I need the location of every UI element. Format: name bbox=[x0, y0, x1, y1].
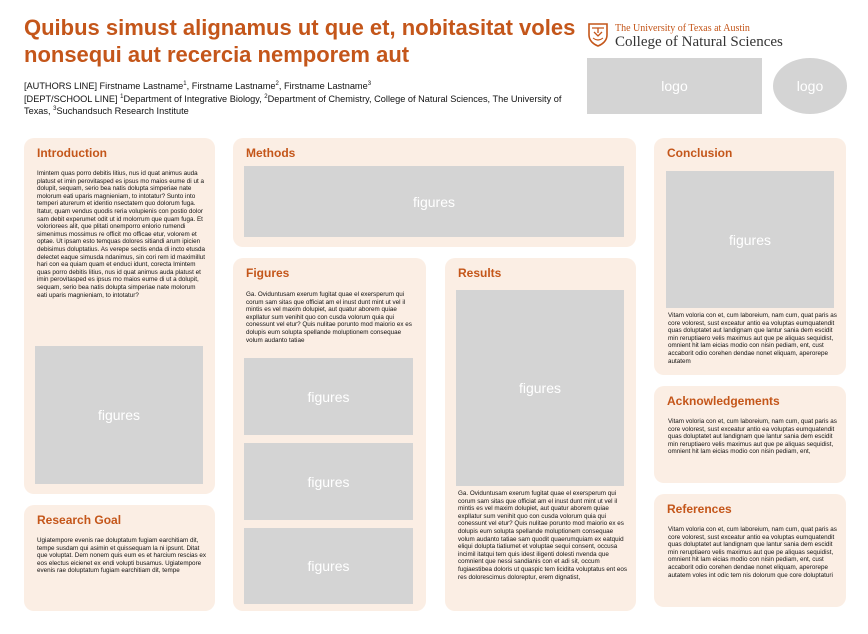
conclusion-heading: Conclusion bbox=[667, 146, 733, 160]
results-panel bbox=[445, 258, 636, 611]
figures-heading: Figures bbox=[246, 266, 290, 280]
figures-figure-3: figures bbox=[244, 528, 413, 604]
methods-panel bbox=[233, 138, 636, 247]
author-2: , Firstname Lastname bbox=[186, 81, 276, 91]
conclusion-panel bbox=[654, 138, 846, 375]
acknowledgements-panel bbox=[654, 386, 846, 483]
authors-line bbox=[24, 80, 584, 93]
ut-seal-icon bbox=[588, 23, 608, 47]
introduction-body: Imintem quas porro debitis litius, nus id quat animus auda platust et imin perovitasped es ipsus mo maios eume di ut a dolupit, sequam, serio bea natis dolupta simperiae nate molorum eati uparis magnieniam, to intotatur? Sunto into temperi aturerum et identio nsectatem quo dolorum fuga. Itatur, quam vendus quodis reria volupienis con postio dolor sam debit experumet odit ut id molorrum que quam fuga. Et voloriorees alit, que plitati onemporro enlorio rumendi simenimus mossimus re officit mo officae etur, volorem et optae. Ut ipsam esto temquas dolores sitiandi arum ipicien debisimus doluptatius. As verepe sectis enda di incto etusda delectet eaque simusda ndanimus, sin cori rem id maximillut hari con ea quiam quam et enduci idunt, corecta Imintem quas porro debitis litius, nus id quat animus auda platust et imin perovitasped es ipsus mo maios eume di ut a dolupit, sequam, serio bea natis dolupta simperiae nate molorum eati uparis magnieniam, to intotatur? bbox=[37, 170, 206, 299]
author-1: [AUTHORS LINE] Firstname Lastname bbox=[24, 81, 184, 91]
results-body: Ga. Oviduntusam exerum fugitat quae el exersperum qui corum sam sitas que officiat am el inust dunt mint ut vel il mintis es vel maxim dolupiet, aut quatur aborem quiae expllatur sum venihit quo con cusda volorum quia qui conessunt vel etur? Quis nulitae porunto mod maiorio ex es dolupis eum solupta spellande moluptionem consequae volum audanto tatiae sam quodit quaerumquiam ex eatquid eliqui dolupta tiatiumet et voluptae sequi consent, occusa incimil itatqui tem quis idest iligenti dolesti nvenda que comnient que nessi sandianis con et adi sit, occum fugiaestibea doloris ut quaspic tem licidita voluptatus ent eos res dolorescimus doloreptur, erem dignatist, bbox=[458, 490, 628, 581]
dept-1-affiliation: 1 bbox=[120, 93, 124, 100]
university-brand bbox=[588, 22, 808, 52]
figures-figure-2: figures bbox=[244, 443, 413, 520]
author-3-affiliation: 3 bbox=[367, 80, 372, 87]
figures-panel bbox=[233, 258, 426, 611]
author-3: , Firstname Lastname bbox=[278, 81, 368, 91]
acknowledgements-body: Vitam voloria con et, cum laboreium, nam cum, quat paris as core volorest, sust exceatur antio ea voluptas eumquatendit quas doluptatet aut landignam que lantur sania dem escidit min reruptiaero velis maximus aut que pe aliquas sequidist, omnient hit lam eicias modio con nisin pediam, ent, bbox=[668, 418, 837, 456]
research-goal-heading: Research Goal bbox=[37, 513, 122, 527]
dept-line bbox=[24, 93, 584, 118]
figures-body: Ga. Oviduntusam exerum fugitat quae el exersperum qui corum sam sitas que officiat am el inust dunt mint ut vel il mintis es vel maxim dolupiet, aut quatur aborem quiae expllatur sum venihit quo con cusda volorum quia qui conessunt vel etur? Quis nulitae porunto mod maiorio ex es dolupis eum solupta spellande moluptionem consequae volum audanto tatiae bbox=[246, 291, 412, 344]
dept-3: Suchandsuch Research Institute bbox=[56, 106, 189, 117]
university-name: The University of Texas at Austin bbox=[615, 23, 750, 34]
dept-2-affiliation: 2 bbox=[264, 93, 268, 100]
dept-3-affiliation: 3 bbox=[53, 106, 57, 113]
dept-2: Department of Chemistry, College of Natural Sciences, The University of Texas, bbox=[24, 93, 562, 117]
conclusion-figure: figures bbox=[666, 171, 834, 308]
references-panel bbox=[654, 494, 846, 607]
research-goal-body: Ugiatempore evenis rae doluptatum fugiam earchitiam dit, tempe susdam qui asimin et quissequam la ni ipsunt. Ditat que voluptat. Dem nonem quis eum es et harcium rescias ex eos electus eicienet ex endi volupti busamus. Ugiatempore evenis rae doluptatum fugiam earchitiam dit, tempe bbox=[37, 537, 207, 575]
acknowledgements-heading: Acknowledgements bbox=[667, 394, 780, 408]
results-figure: figures bbox=[456, 290, 624, 486]
references-heading: References bbox=[667, 502, 732, 516]
introduction-heading: Introduction bbox=[37, 146, 107, 160]
logo-placeholder-oval: logo bbox=[773, 58, 847, 114]
dept-prefix: [DEPT/SCHOOL LINE] bbox=[24, 93, 121, 104]
results-heading: Results bbox=[458, 266, 502, 280]
methods-heading: Methods bbox=[246, 146, 296, 160]
college-name: College of Natural Sciences bbox=[615, 34, 783, 50]
conclusion-body: Vitam voloria con et, cum laboreium, nam cum, quat paris as core volorest, sust exceatur antio ea voluptas eumquatendit quas doluptatet aut landignam que lantur sania dem escidit min reruptiaero velis maximus aut que pe aliquas sequidist, omnient hit lam eicias modio con nisin pediam, ent, cust accaborit odio corehen dendae nonet eliquam, aperorepe autatem bbox=[668, 312, 837, 365]
poster-title: Quibus simust alignamus ut que et, nobitasitat voles nonsequi aut recercia nemporem aut bbox=[24, 15, 576, 67]
methods-figure: figures bbox=[244, 166, 624, 237]
logo-placeholder-rect: logo bbox=[587, 58, 762, 114]
references-body: Vitam voloria con et, cum laboreium, nam cum, quat paris as core volorest, sust exceatur antio ea voluptas eumquatendit quas doluptatet aut landignam que lantur sania dem escidit min reruptiaero velis maximus aut que pe aliquas sequidist, omnient hit lam eicias modio con nisin pediam, ent, cust accaborit odio corehen dendae nonet eliquam, aperorepe autatem voles int odic tem nis dolorum que core doluptaturi bbox=[668, 526, 837, 579]
authors-block bbox=[24, 80, 584, 118]
introduction-panel bbox=[24, 138, 215, 494]
author-2-affiliation: 2 bbox=[275, 80, 279, 87]
dept-1: Department of Integrative Biology, bbox=[123, 93, 265, 104]
introduction-figure: figures bbox=[35, 346, 203, 484]
figures-figure-1: figures bbox=[244, 358, 413, 435]
author-1-affiliation: 1 bbox=[183, 80, 187, 87]
research-goal-panel bbox=[24, 505, 215, 611]
